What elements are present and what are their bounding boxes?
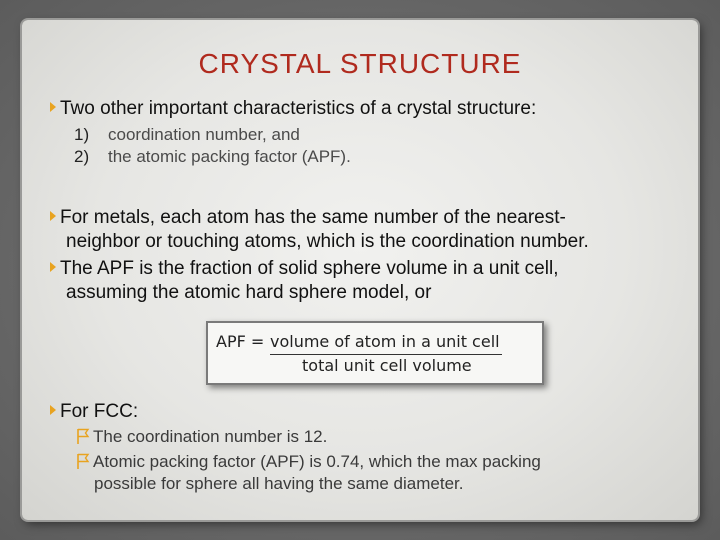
list-item bbox=[74, 124, 351, 146]
list-text: the atomic packing factor (APF). bbox=[108, 147, 351, 166]
intro-text: Two other important characteristics of a crystal structure: bbox=[60, 98, 537, 119]
metals-bullet bbox=[50, 206, 566, 229]
bullet-arrow-icon bbox=[50, 102, 56, 112]
list-number: 2) bbox=[74, 147, 90, 166]
fraction-bar bbox=[270, 354, 502, 355]
bullet-arrow-icon bbox=[50, 405, 56, 415]
fcc-item-coordination bbox=[76, 425, 327, 448]
apf-formula bbox=[206, 321, 544, 385]
slide-title: CRYSTAL STRUCTURE bbox=[198, 48, 522, 79]
flag-icon bbox=[76, 428, 90, 444]
list-text: coordination number, and bbox=[108, 125, 300, 144]
apf-text-line2: assuming the atomic hard sphere model, or bbox=[66, 282, 432, 303]
formula-denominator: total unit cell volume bbox=[302, 356, 472, 375]
flag-icon bbox=[76, 453, 90, 469]
bullet-arrow-icon bbox=[50, 211, 56, 221]
list-number: 1) bbox=[74, 125, 90, 144]
fcc-bullet bbox=[50, 400, 138, 423]
apf-text-line1: The APF is the fraction of solid sphere volume in a unit cell, bbox=[60, 258, 559, 279]
fcc-item-apf bbox=[76, 450, 541, 473]
formula-numerator: volume of atom in a unit cell bbox=[270, 332, 500, 351]
metals-text-line2: neighbor or touching atoms, which is the coordination number. bbox=[66, 231, 589, 252]
apf-bullet bbox=[50, 257, 558, 280]
fcc-item-text-line1: Atomic packing factor (APF) is 0.74, which the max packing bbox=[93, 452, 541, 471]
fcc-heading: For FCC: bbox=[60, 401, 139, 422]
list-item bbox=[74, 146, 351, 168]
fcc-item-text: The coordination number is 12. bbox=[93, 427, 328, 446]
numbered-list bbox=[74, 124, 351, 168]
intro-bullet bbox=[50, 97, 536, 120]
bullet-arrow-icon bbox=[50, 262, 56, 272]
formula-lhs: APF = bbox=[216, 332, 265, 351]
fcc-item-text-line2: possible for sphere all having the same diameter. bbox=[94, 474, 464, 493]
metals-text-line1: For metals, each atom has the same number of the nearest- bbox=[60, 207, 566, 228]
